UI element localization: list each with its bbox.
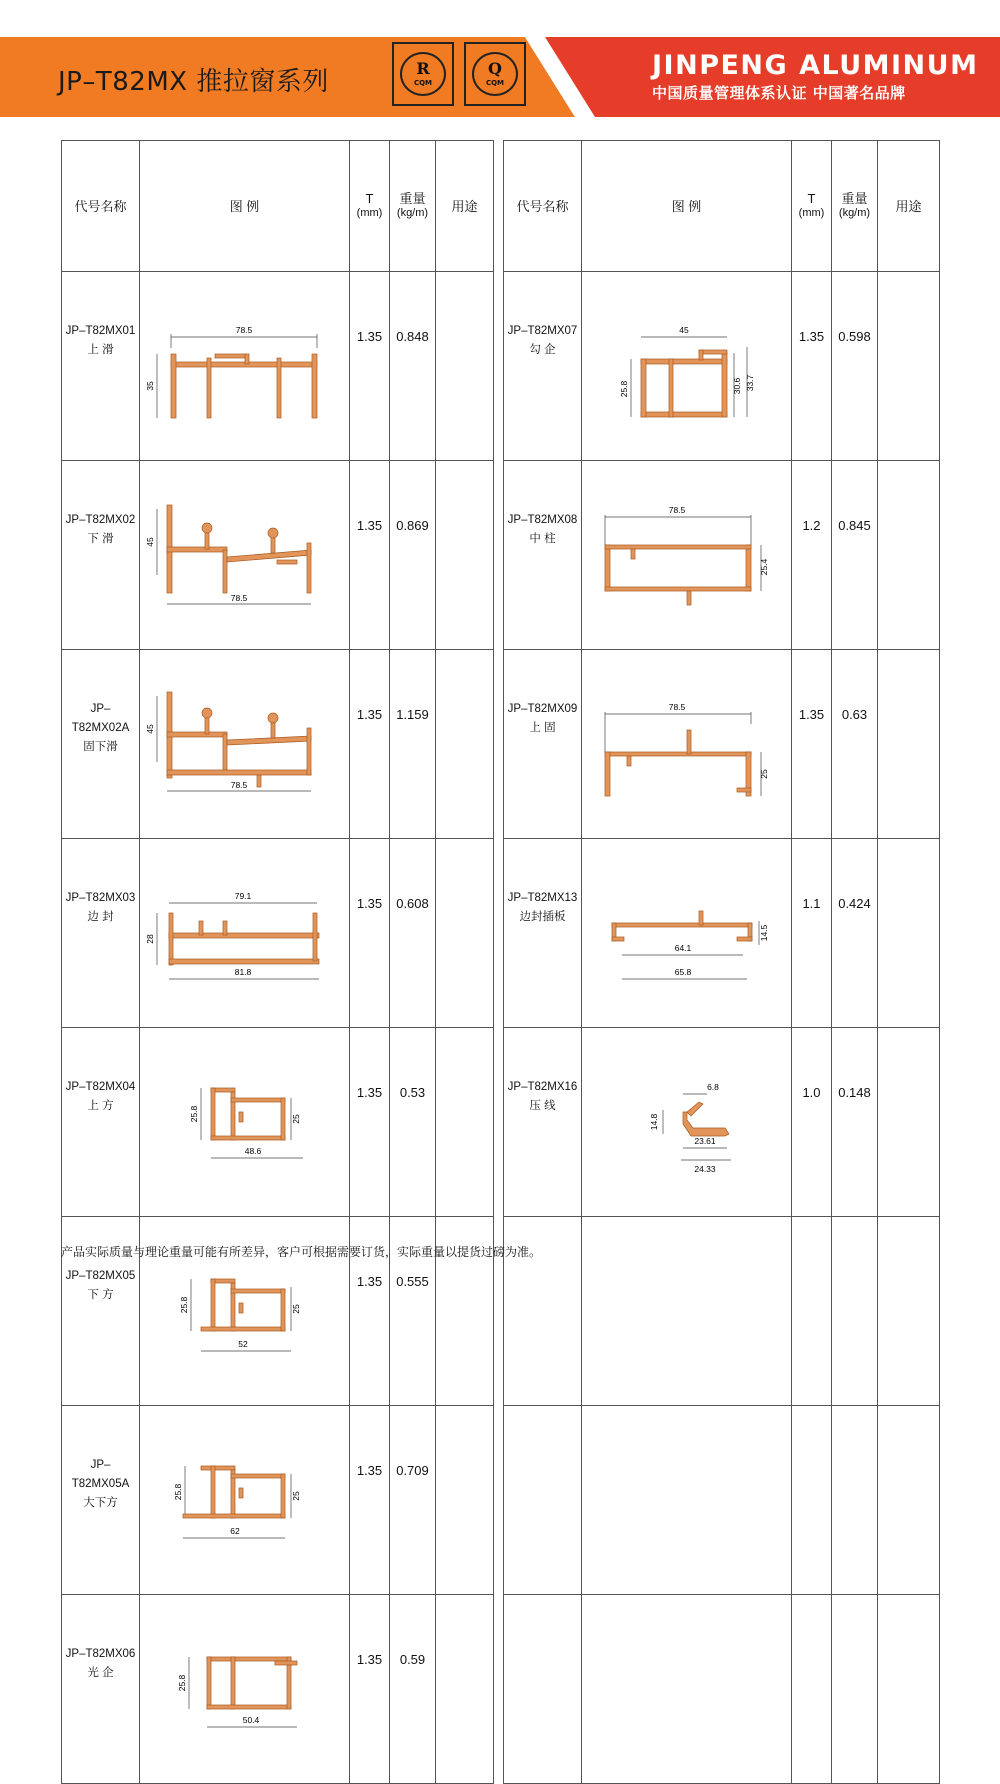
product-code-cell: JP–T82MX09 上 固 — [504, 650, 582, 839]
thickness-cell: 1.35 — [350, 839, 390, 1028]
thickness-cell: 1.35 — [350, 1217, 390, 1406]
svg-text:45: 45 — [144, 724, 155, 734]
svg-text:45: 45 — [678, 325, 689, 335]
profile-drawing-cell — [582, 650, 792, 839]
profile-drawing — [145, 873, 345, 993]
profile-drawing-cell — [140, 839, 350, 1028]
col-weight-header: 重量 (kg/m) — [832, 141, 878, 272]
product-code-cell: JP–T82MX05 下 方 — [62, 1217, 140, 1406]
weight-cell: 0.608 — [390, 839, 436, 1028]
cert-letter: R — [416, 59, 430, 78]
weight-cell: 0.848 — [390, 272, 436, 461]
svg-text:78.5: 78.5 — [235, 325, 252, 335]
svg-text:6.8: 6.8 — [706, 1082, 719, 1092]
empty-cell — [582, 1595, 792, 1784]
table-gap — [494, 1595, 504, 1784]
svg-text:30.6: 30.6 — [731, 377, 742, 395]
svg-text:45: 45 — [144, 537, 155, 547]
weight-cell: 0.424 — [832, 839, 878, 1028]
weight-cell: 1.159 — [390, 650, 436, 839]
product-code-cell: JP–T82MX16 压 线 — [504, 1028, 582, 1217]
svg-text:78.5: 78.5 — [230, 780, 247, 790]
empty-cell — [792, 1406, 832, 1595]
col-use-header: 用途 — [436, 141, 494, 272]
table-row — [62, 461, 940, 650]
use-cell — [878, 650, 940, 839]
svg-text:79.1: 79.1 — [234, 891, 251, 901]
svg-text:50.4: 50.4 — [242, 1715, 259, 1725]
product-code-cell: JP–T82MX02A 固下滑 — [62, 650, 140, 839]
profile-drawing — [145, 1062, 345, 1182]
thickness-cell: 1.35 — [792, 272, 832, 461]
svg-text:24.33: 24.33 — [693, 1164, 716, 1174]
profile-shape — [207, 1657, 297, 1709]
product-code-cell: JP–T82MX04 上 方 — [62, 1028, 140, 1217]
product-code-cell: JP–T82MX08 中 柱 — [504, 461, 582, 650]
profile-shape — [605, 545, 751, 605]
empty-cell — [878, 1217, 940, 1406]
profile-drawing — [587, 306, 787, 426]
table-row — [62, 272, 940, 461]
profile-shape — [171, 354, 317, 418]
product-code-cell: JP–T82MX13 边封插板 — [504, 839, 582, 1028]
header-banner — [0, 37, 1000, 117]
svg-text:78.5: 78.5 — [230, 593, 247, 603]
profile-drawing — [587, 873, 787, 993]
use-cell — [878, 839, 940, 1028]
col-figure-header: 图 例 — [140, 141, 350, 272]
svg-text:25: 25 — [290, 1491, 301, 1501]
product-code-cell: JP–T82MX01 上 滑 — [62, 272, 140, 461]
col-weight-header: 重量 (kg/m) — [390, 141, 436, 272]
profile-shape — [167, 692, 311, 787]
use-cell — [436, 461, 494, 650]
brand-tagline: 中国质量管理体系认证 中国著名品牌 — [652, 84, 906, 102]
profile-drawing — [145, 1629, 345, 1749]
profile-drawing — [587, 495, 787, 615]
use-cell — [436, 650, 494, 839]
weight-cell: 0.59 — [390, 1595, 436, 1784]
empty-cell — [832, 1217, 878, 1406]
col-use-header: 用途 — [878, 141, 940, 272]
thickness-cell: 1.2 — [792, 461, 832, 650]
thickness-cell: 1.35 — [350, 1595, 390, 1784]
svg-text:25.8: 25.8 — [188, 1105, 199, 1123]
empty-cell — [878, 1595, 940, 1784]
profile-shape — [612, 911, 752, 941]
table-gap — [494, 141, 504, 272]
profile-drawing-cell — [582, 461, 792, 650]
profile-shape — [183, 1466, 285, 1518]
profile-drawing — [587, 684, 787, 804]
weight-cell: 0.555 — [390, 1217, 436, 1406]
svg-text:81.8: 81.8 — [234, 967, 251, 977]
svg-text:48.6: 48.6 — [244, 1146, 261, 1156]
weight-cell: 0.53 — [390, 1028, 436, 1217]
table-gap — [494, 1406, 504, 1595]
thickness-cell: 1.35 — [350, 1028, 390, 1217]
svg-text:25.8: 25.8 — [178, 1296, 189, 1314]
profile-drawing-cell — [582, 272, 792, 461]
profile-drawing — [145, 684, 345, 804]
use-cell — [436, 272, 494, 461]
empty-cell — [582, 1217, 792, 1406]
table-row — [62, 839, 940, 1028]
profile-drawing — [145, 1251, 345, 1371]
col-t-header: T (mm) — [792, 141, 832, 272]
table-header-row — [62, 141, 940, 272]
profile-drawing — [145, 495, 345, 615]
empty-cell — [582, 1406, 792, 1595]
svg-text:78.5: 78.5 — [668, 702, 685, 712]
thickness-cell: 1.35 — [350, 461, 390, 650]
svg-text:35: 35 — [144, 381, 155, 391]
col-code-header: 代号名称 — [504, 141, 582, 272]
use-cell — [436, 1406, 494, 1595]
cqm-q-certification-logo — [464, 42, 526, 106]
empty-cell — [792, 1595, 832, 1784]
weight-cell: 0.845 — [832, 461, 878, 650]
product-code-cell: JP–T82MX07 勾 企 — [504, 272, 582, 461]
use-cell — [878, 272, 940, 461]
cqm-r-certification-logo — [392, 42, 454, 106]
svg-text:25.8: 25.8 — [618, 380, 629, 398]
svg-text:14.5: 14.5 — [758, 924, 769, 942]
empty-cell — [832, 1595, 878, 1784]
weight-cell: 0.598 — [832, 272, 878, 461]
svg-text:14.8: 14.8 — [648, 1113, 659, 1131]
svg-text:25: 25 — [290, 1304, 301, 1314]
page-title: JP–T82MX 推拉窗系列 — [58, 67, 329, 97]
footer-note: 产品实际质量与理论重量可能有所差异，客户可根据需要订货，实际重量以提货过磅为准。 — [61, 1245, 542, 1259]
svg-text:28: 28 — [144, 934, 155, 944]
empty-cell — [792, 1217, 832, 1406]
use-cell — [436, 1595, 494, 1784]
table-row — [62, 1595, 940, 1784]
profile-drawing — [145, 306, 345, 426]
table-gap — [494, 650, 504, 839]
cert-letter: Q — [488, 59, 502, 78]
product-code-cell: JP–T82MX03 边 封 — [62, 839, 140, 1028]
svg-text:25: 25 — [290, 1114, 301, 1124]
thickness-cell: 1.0 — [792, 1028, 832, 1217]
table-row — [62, 1406, 940, 1595]
use-cell — [878, 461, 940, 650]
cert-sub: CQM — [485, 79, 505, 87]
thickness-cell: 1.35 — [350, 650, 390, 839]
profile-shape — [605, 730, 751, 796]
empty-cell — [878, 1406, 940, 1595]
table-row — [62, 650, 940, 839]
svg-text:62: 62 — [229, 1526, 240, 1536]
table-gap — [494, 1028, 504, 1217]
col-t-header: T (mm) — [350, 141, 390, 272]
profile-drawing-cell — [140, 272, 350, 461]
profile-drawing-cell — [140, 461, 350, 650]
profile-drawing-cell — [140, 1595, 350, 1784]
table-row — [62, 1028, 940, 1217]
profile-drawing — [145, 1440, 345, 1560]
empty-cell — [832, 1406, 878, 1595]
weight-cell: 0.63 — [832, 650, 878, 839]
brand-name: JINPENG ALUMINUM — [652, 50, 979, 81]
profile-drawing — [587, 1062, 787, 1182]
table-gap — [494, 839, 504, 1028]
thickness-cell: 1.35 — [350, 1406, 390, 1595]
product-code-cell: JP–T82MX05A 大下方 — [62, 1406, 140, 1595]
col-code-header: 代号名称 — [62, 141, 140, 272]
svg-text:78.5: 78.5 — [668, 505, 685, 515]
use-cell — [436, 839, 494, 1028]
use-cell — [878, 1028, 940, 1217]
product-table — [61, 140, 940, 1784]
weight-cell: 0.148 — [832, 1028, 878, 1217]
svg-text:25.8: 25.8 — [176, 1674, 187, 1692]
table-gap — [494, 272, 504, 461]
thickness-cell: 1.35 — [350, 272, 390, 461]
product-code-cell: JP–T82MX06 光 企 — [62, 1595, 140, 1784]
weight-cell: 0.709 — [390, 1406, 436, 1595]
product-code-cell: JP–T82MX02 下 滑 — [62, 461, 140, 650]
profile-drawing-cell — [140, 1028, 350, 1217]
use-cell — [436, 1028, 494, 1217]
profile-drawing-cell — [140, 1406, 350, 1595]
svg-text:25.4: 25.4 — [758, 558, 769, 576]
profile-shape — [683, 1102, 729, 1136]
profile-shape — [201, 1279, 285, 1331]
svg-text:65.8: 65.8 — [674, 967, 691, 977]
empty-cell — [504, 1595, 582, 1784]
weight-cell: 0.869 — [390, 461, 436, 650]
profile-drawing-cell — [582, 839, 792, 1028]
profile-drawing-cell — [582, 1028, 792, 1217]
svg-text:23.61: 23.61 — [693, 1136, 716, 1146]
profile-shape — [641, 350, 727, 417]
svg-text:25.8: 25.8 — [172, 1483, 183, 1501]
cert-sub: CQM — [413, 79, 433, 87]
profile-shape — [167, 505, 311, 593]
svg-text:64.1: 64.1 — [674, 943, 691, 953]
col-figure-header: 图 例 — [582, 141, 792, 272]
empty-cell — [504, 1406, 582, 1595]
profile-shape — [211, 1088, 285, 1140]
profile-shape — [169, 913, 319, 965]
thickness-cell: 1.1 — [792, 839, 832, 1028]
svg-text:33.7: 33.7 — [744, 374, 755, 392]
svg-text:52: 52 — [237, 1339, 248, 1349]
svg-text:25: 25 — [758, 769, 769, 779]
thickness-cell: 1.35 — [792, 650, 832, 839]
table-gap — [494, 461, 504, 650]
profile-drawing-cell — [140, 650, 350, 839]
